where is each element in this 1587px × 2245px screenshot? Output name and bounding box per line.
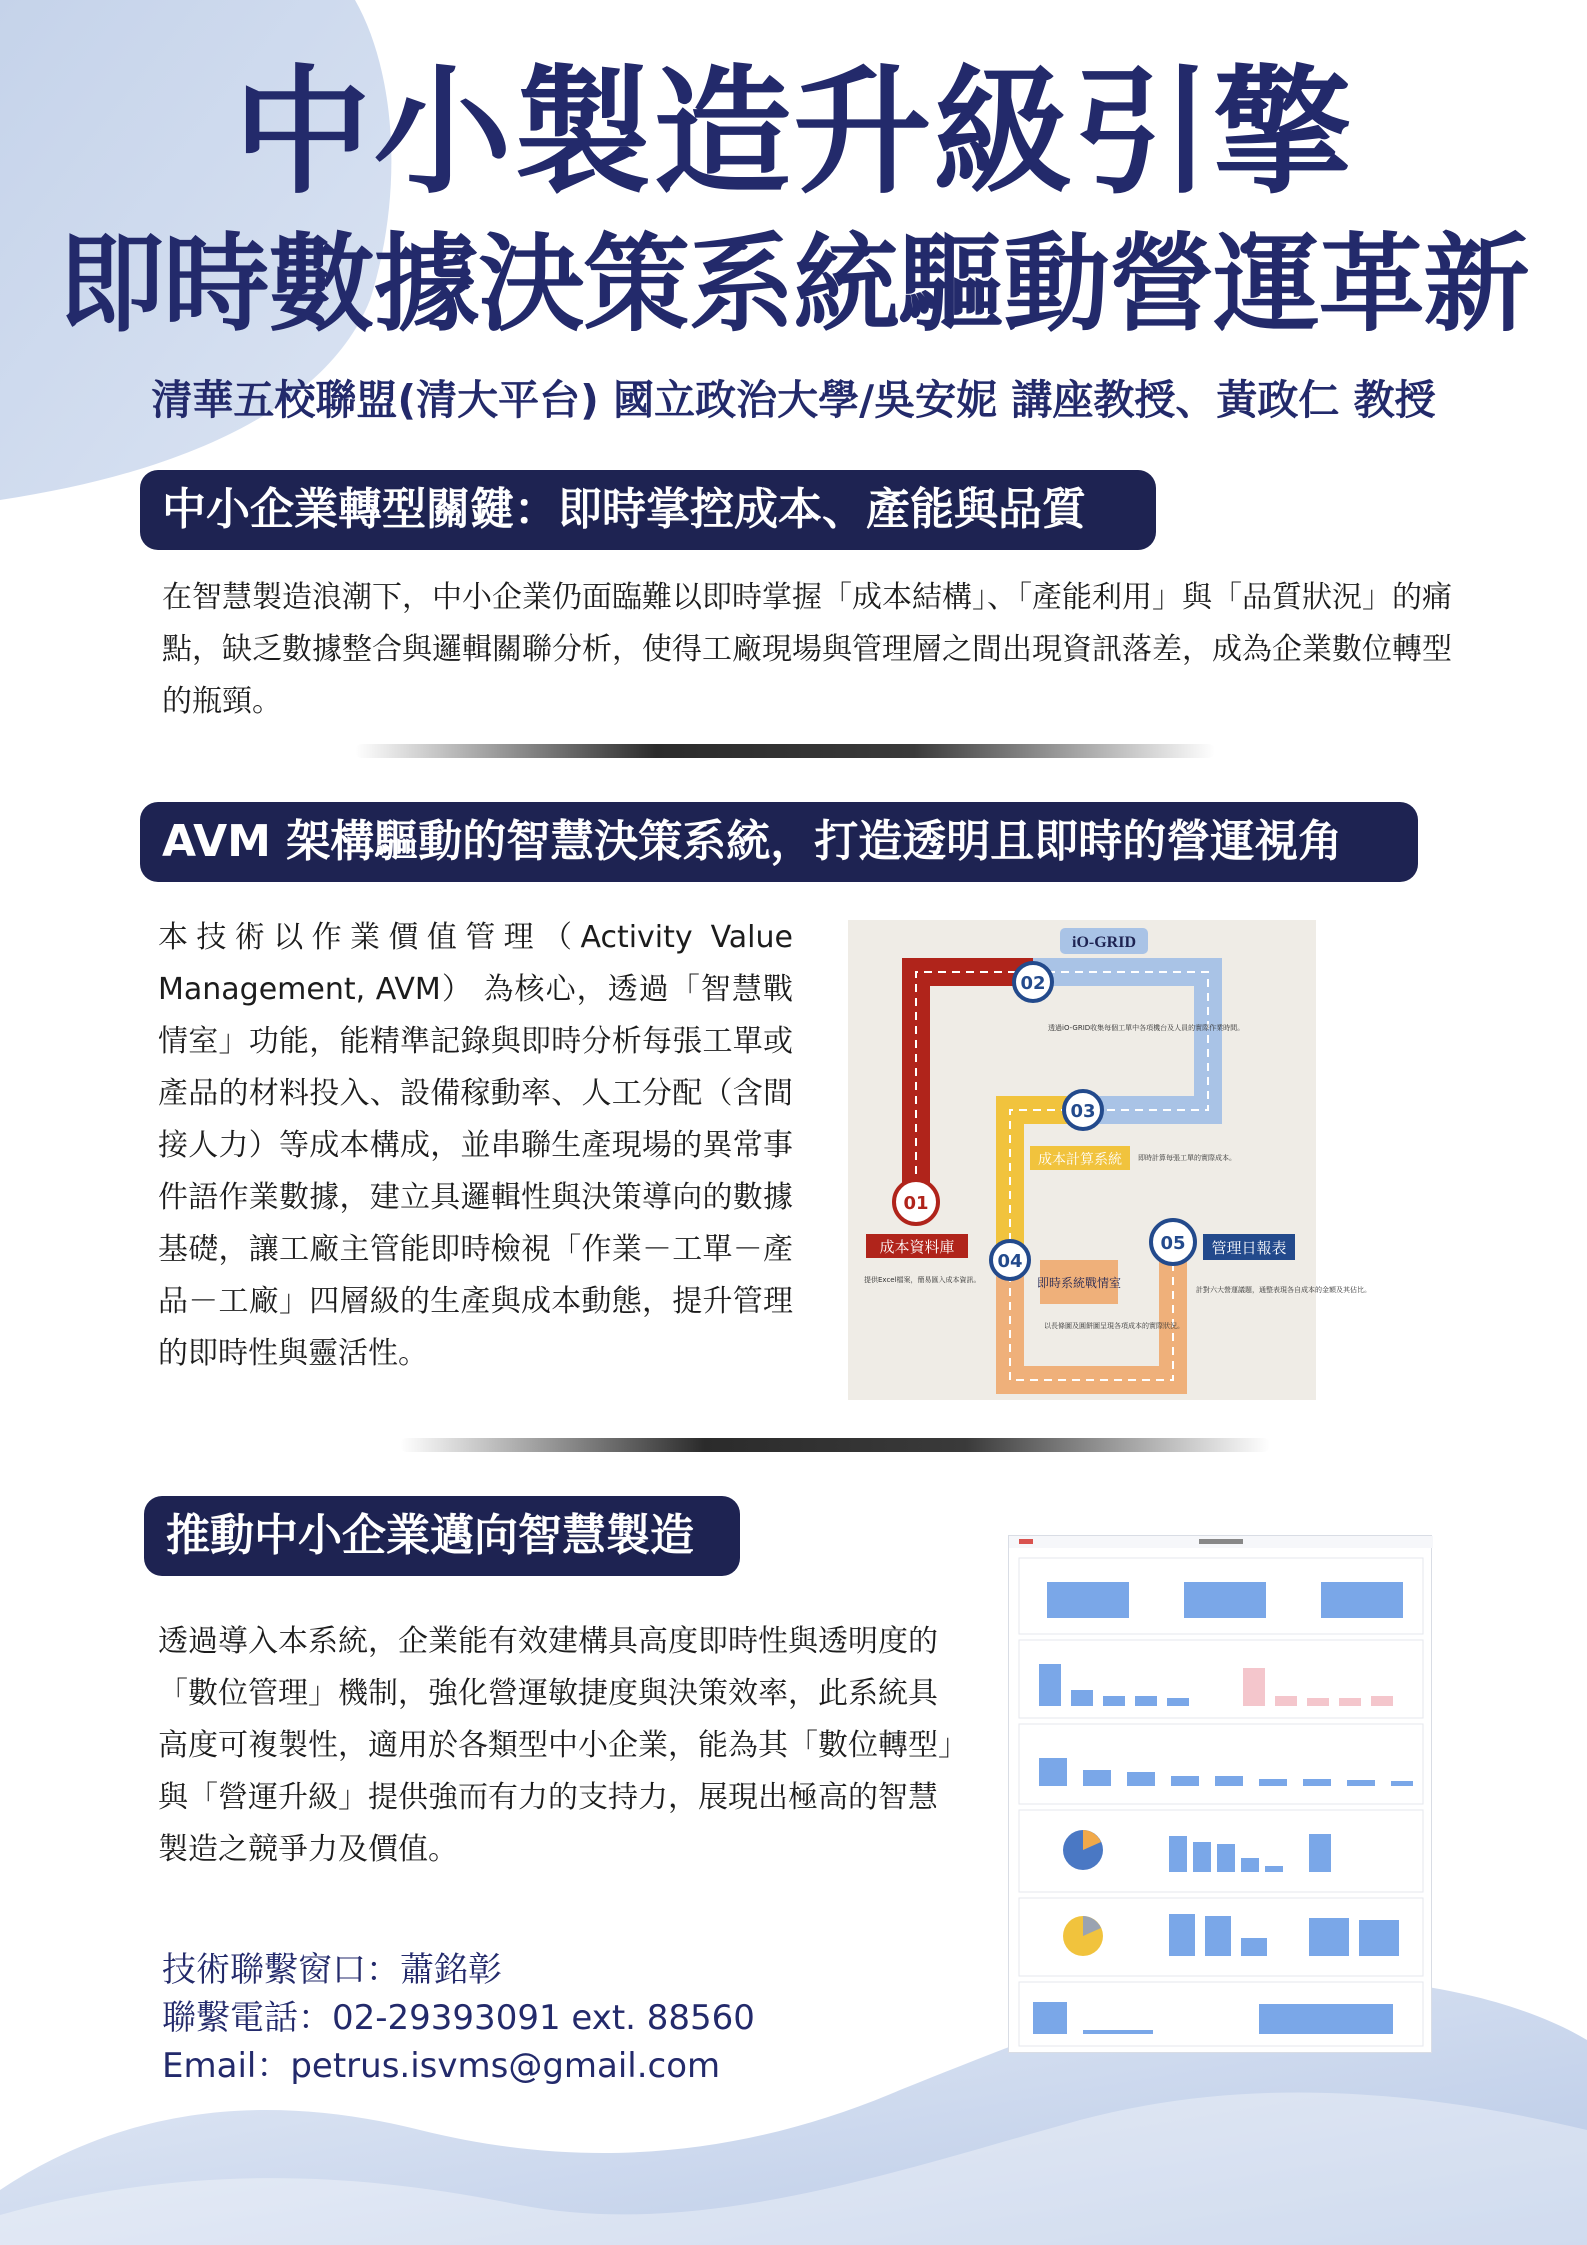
step-04-circle — [991, 1241, 1029, 1279]
svg-text:04: 04 — [997, 1251, 1023, 1272]
svg-text:05: 05 — [1160, 1233, 1186, 1254]
step-05-label: 管理日報表 — [1211, 1239, 1287, 1257]
step-05-desc: 計對六大營運議題，通整表現各自成本的金額及其佔比。 — [1196, 1286, 1371, 1294]
step-03-label: 成本計算系統 — [1038, 1152, 1122, 1168]
svg-text:03: 03 — [1070, 1101, 1096, 1122]
step-04-label: 即時系統戰情室 — [1036, 1276, 1122, 1290]
contact-person: 技術聯繫窗口：蕭銘彰 — [162, 1950, 502, 1990]
divider — [355, 744, 1215, 758]
section1-body: 在智慧製造浪潮下，中小企業仍面臨難以即時掌握「成本結構」、「產能利用」與「品質狀況」的痛點，缺乏數據整合與邏輯關聯分析，使得工廠現場與管理層之間出現資訊落差，成為企業數位轉型的瓶頸。 — [162, 580, 1452, 719]
dashboard-screenshot — [1008, 1535, 1432, 2053]
step-01-label: 成本資料庫 — [879, 1238, 955, 1256]
byline: 清華五校聯盟(清大平台) 國立政治大學/吳安妮 講座教授、黃政仁 教授 — [151, 376, 1436, 424]
avm-flow-diagram — [848, 920, 1371, 1400]
svg-text:01: 01 — [903, 1193, 929, 1214]
section1-heading: 中小企業轉型關鍵：即時掌控成本、產能與品質 — [140, 470, 1156, 550]
step-05-circle — [1151, 1220, 1195, 1264]
section3-heading: 推動中小企業邁向智慧製造 — [144, 1496, 740, 1576]
svg-text:02: 02 — [1020, 973, 1046, 994]
title-line-2: 即時數據決策系統驅動營運革新 — [58, 223, 1529, 346]
step-03-desc: 即時計算每張工單的實際成本。 — [1138, 1154, 1236, 1162]
step-01-circle — [894, 1180, 938, 1224]
section3-body: 透過導入本系統，企業能有效建構具高度即時性與透明度的「數位管理」機制，強化營運敏捷度與決策效率，此系統具高度可複製性，適用於各類型中小企業，能為其「數位轉型」與「營運升級」提供強而有力的支持力，展現出極高的智慧製造之競爭力及價值。 — [158, 1624, 953, 1867]
io-grid-label: iO-GRID — [1072, 934, 1136, 951]
section2-heading: AVM 架構驅動的智慧決策系統，打造透明且即時的營運視角 — [140, 802, 1418, 882]
step-02-circle — [1014, 963, 1052, 1001]
step-01-desc: 提供Excel檔案，簡易匯入成本資訊。 — [864, 1276, 981, 1284]
step-04-desc: 以長條圖及圓餅圖呈現各項成本的實際狀況。 — [1044, 1322, 1184, 1330]
contact-phone: 聯繫電話：02-29393091 ext. 88560 — [162, 1998, 755, 2038]
step-03-circle — [1064, 1091, 1102, 1129]
section2-body: 本技術以作業價值管理（Activity Value Management, AVM） 為核心，透過「智慧戰情室」功能，能精準記錄與即時分析每張工單或產品的材料投入、設備稼動率、人工分配（含間接人力）等成本構成，並串聯生產現場的異常事件語作業數據，建立具邏輯性與決策導向的數據基礎，讓工廠主管能即時檢視「作業－工單－產品－工廠」四層級的生產與成本動態，提升管理的即時性與靈活性。 — [158, 920, 793, 1371]
divider — [400, 1438, 1270, 1452]
step-02-desc: 透過iO-GRID收集每個工單中各項機台及人員的實際作業時間。 — [1048, 1024, 1245, 1032]
title-line-1: 中小製造升級引擎 — [233, 52, 1354, 213]
contact-email[interactable]: Email：petrus.isvms@gmail.com — [162, 2046, 721, 2086]
